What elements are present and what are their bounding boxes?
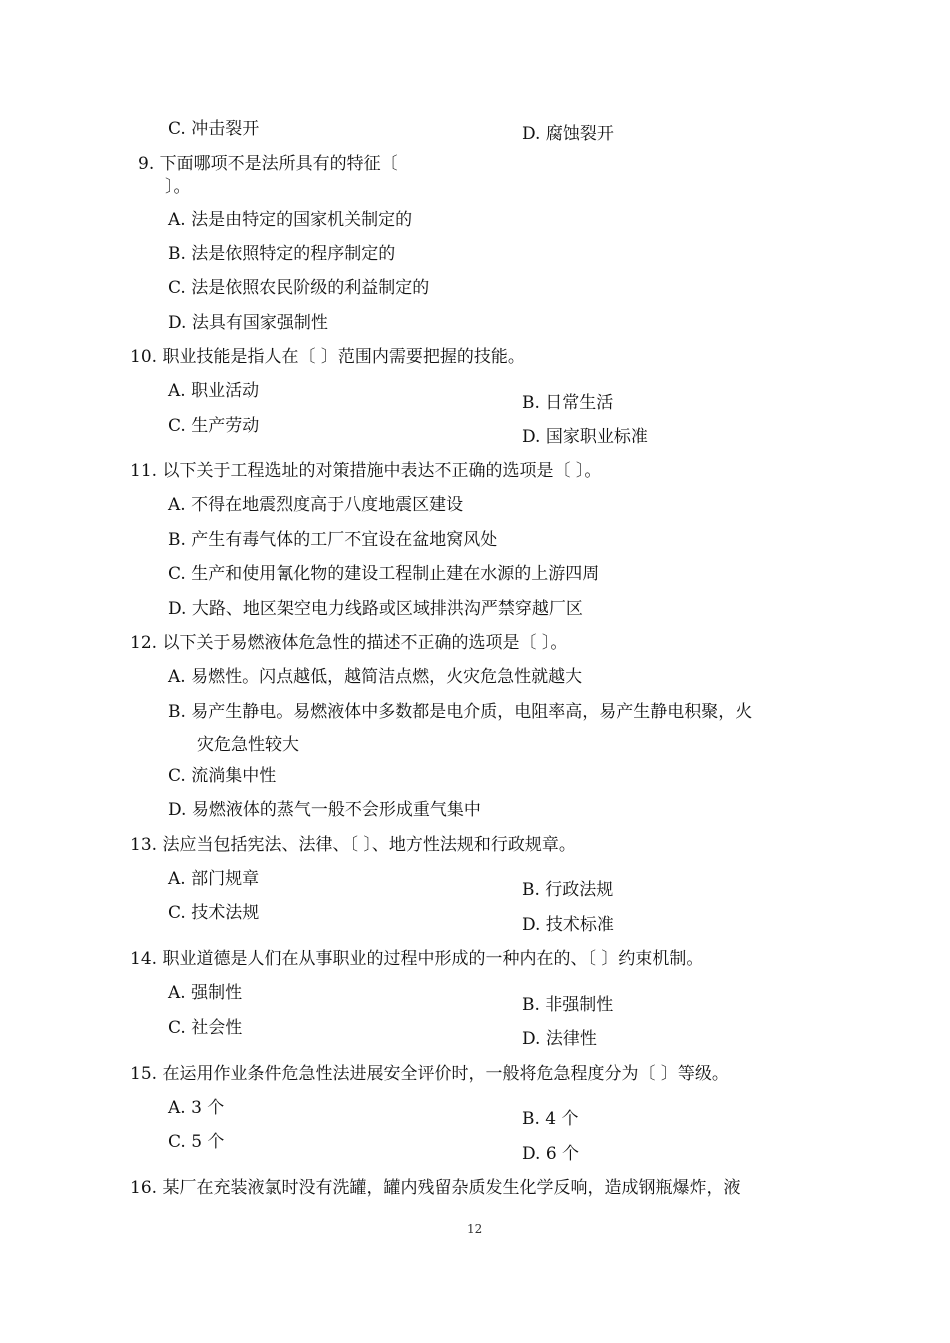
q13-option-a: A. 部门规章 <box>168 869 260 889</box>
q13-stem: 13. 法应当包括宪法、法律、〔 〕、地方性法规和行政规章。 <box>130 835 576 855</box>
q9-stem-cont: 〕。 <box>165 177 191 197</box>
q15-stem: 15. 在运用作业条件危急性法进展安全评价时，一般将危急程度分为〔 〕等级。 <box>130 1064 729 1084</box>
q12-option-b: B. 易产生静电。易燃液体中多数都是电介质，电阻率高，易产生静电积聚，火 <box>168 702 753 722</box>
q15-option-c: C. 5 个 <box>168 1132 225 1152</box>
q9-option-d: D. 法具有国家强制性 <box>168 313 328 333</box>
q12-option-a: A. 易燃性。闪点越低，越简洁点燃，火灾危急性就越大 <box>168 667 583 687</box>
q14-option-d: D. 法律性 <box>522 1029 597 1049</box>
q13-option-b: B. 行政法规 <box>522 880 614 900</box>
q14-option-a: A. 强制性 <box>168 983 243 1003</box>
q12-option-b-cont: 灾危急性较大 <box>197 735 299 755</box>
q12-option-c: C. 流淌集中性 <box>168 766 277 786</box>
q15-option-d: D. 6 个 <box>522 1144 580 1164</box>
q10-option-a: A. 职业活动 <box>168 381 260 401</box>
q14-option-c: C. 社会性 <box>168 1018 243 1038</box>
q10-option-d: D. 国家职业标准 <box>522 427 648 447</box>
q12-option-d: D. 易燃液体的蒸气一般不会形成重气集中 <box>168 800 481 820</box>
q14-stem: 14. 职业道德是人们在从事职业的过程中形成的一种内在的、〔 〕约束机制。 <box>130 949 704 969</box>
q11-stem: 11. 以下关于工程选址的对策措施中表达不正确的选项是〔 〕。 <box>130 461 602 481</box>
q10-option-b: B. 日常生活 <box>522 393 614 413</box>
q13-option-d: D. 技术标准 <box>522 915 614 935</box>
q11-option-b: B. 产生有毒气体的工厂不宜设在盆地窝风处 <box>168 530 498 550</box>
q8-option-d: D. 腐蚀裂开 <box>522 124 614 144</box>
q9-stem: 9. 下面哪项不是法所具有的特征〔 <box>138 154 398 174</box>
q14-option-b: B. 非强制性 <box>522 995 614 1015</box>
q9-option-a: A. 法是由特定的国家机关制定的 <box>168 210 413 230</box>
q15-option-a: A. 3 个 <box>168 1098 225 1118</box>
q11-option-a: A. 不得在地震烈度高于八度地震区建设 <box>168 495 464 515</box>
page-number: 12 <box>467 1222 483 1236</box>
q10-option-c: C. 生产劳动 <box>168 416 260 436</box>
q12-stem: 12. 以下关于易燃液体危急性的描述不正确的选项是〔 〕。 <box>130 633 568 653</box>
q11-option-d: D. 大路、地区架空电力线路或区域排洪沟严禁穿越厂区 <box>168 599 583 619</box>
q8-option-c: C. 冲击裂开 <box>168 119 260 139</box>
q15-option-b: B. 4 个 <box>522 1109 579 1129</box>
q13-option-c: C. 技术法规 <box>168 903 260 923</box>
q9-option-c: C. 法是依照农民阶级的利益制定的 <box>168 278 430 298</box>
q9-option-b: B. 法是依照特定的程序制定的 <box>168 244 396 264</box>
q10-stem: 10. 职业技能是指人在〔 〕范围内需要把握的技能。 <box>130 347 525 367</box>
q16-stem: 16. 某厂在充装液氯时没有洗罐，罐内残留杂质发生化学反响，造成钢瓶爆炸，液 <box>130 1178 741 1198</box>
q11-option-c: C. 生产和使用氰化物的建设工程制止建在水源的上游四周 <box>168 564 600 584</box>
